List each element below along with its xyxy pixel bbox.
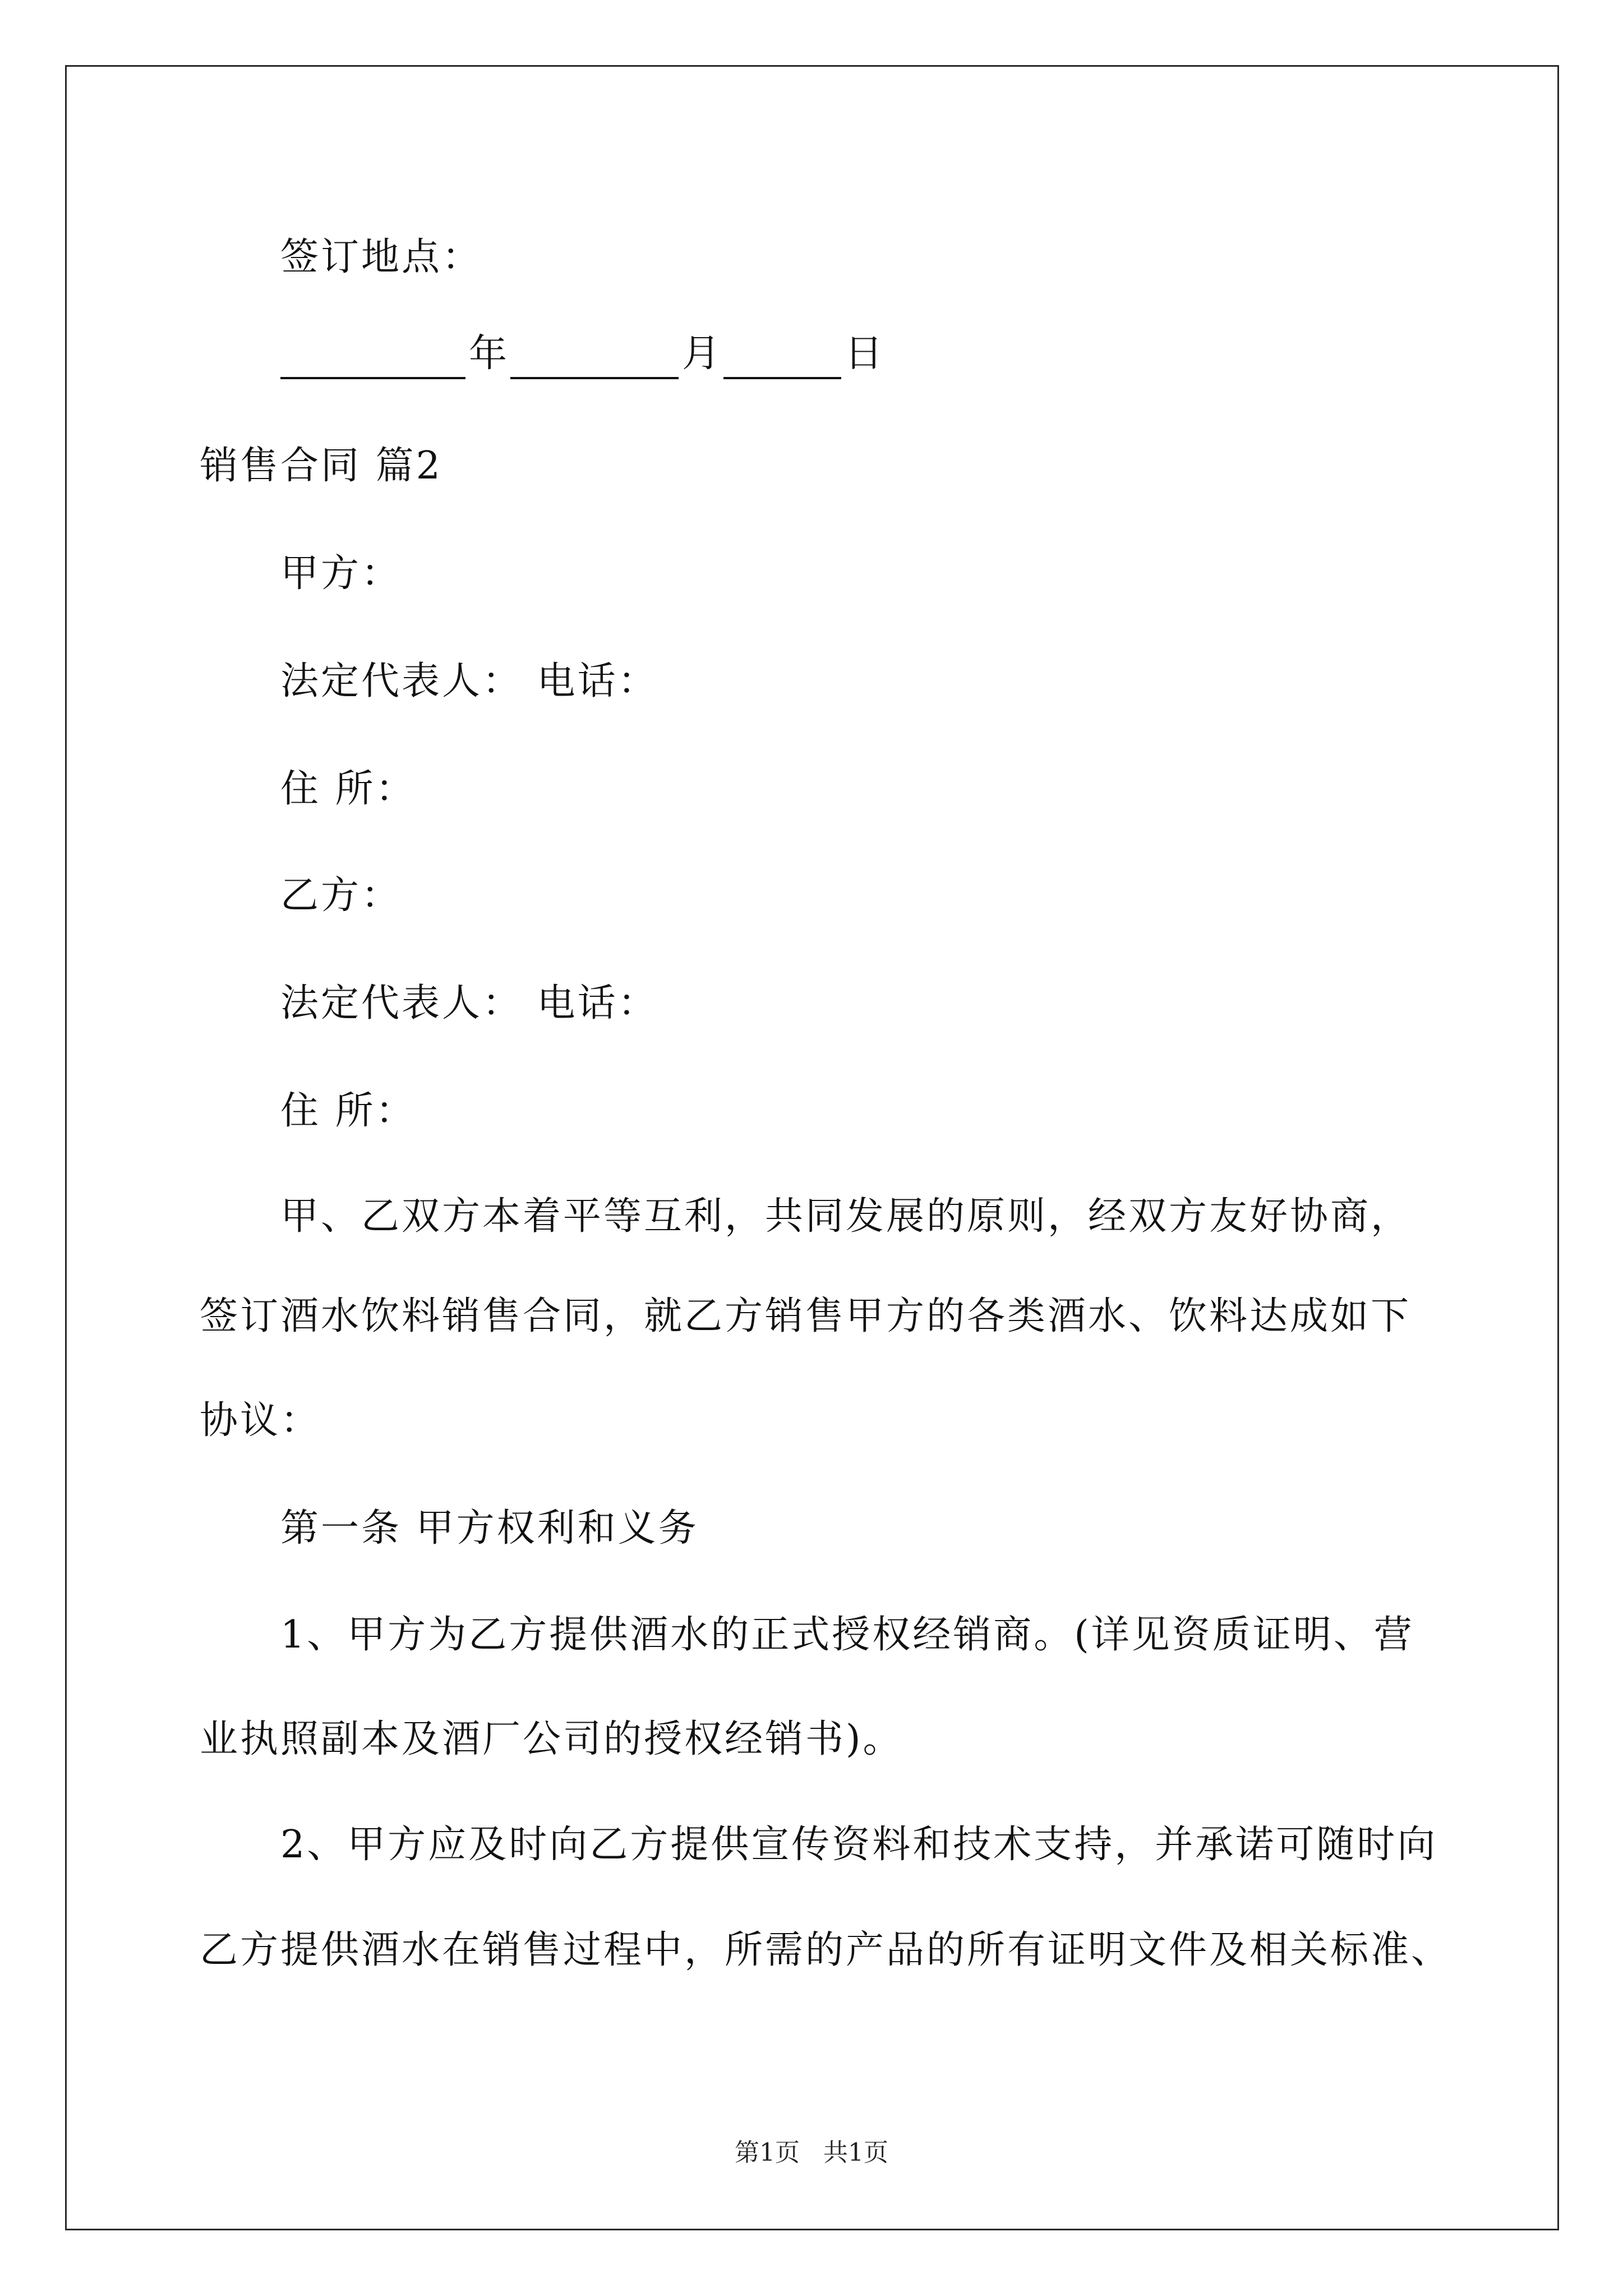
section-title: 销售合同 篇2: [200, 444, 442, 488]
party-b-address: 住 所：: [280, 1089, 416, 1133]
date-line: [280, 329, 883, 379]
paragraph-line: 乙方提供酒水在销售过程中，所需的产品的所有证明文件及相关标准、: [200, 1928, 1452, 1972]
paragraph-line: 甲、乙双方本着平等互利，共同发展的原则，经双方友好协商，: [280, 1194, 1412, 1239]
day-blank: [723, 338, 841, 379]
page-footer: [0, 2136, 1623, 2170]
party-a: 甲方：: [280, 551, 402, 596]
article-heading: 第一条 甲方权利和义务: [280, 1506, 699, 1550]
party-b-representative: 法定代表人： 电话：: [280, 981, 658, 1025]
paragraph-line: 1、甲方为乙方提供酒水的正式授权经销商。(详见资质证明、营: [280, 1613, 1414, 1657]
page-number: 第1页: [735, 2138, 800, 2167]
signing-place: 签订地点：: [280, 235, 483, 279]
year-label: 年: [469, 332, 508, 376]
paragraph-line: 协议：: [200, 1398, 321, 1443]
page-border: [65, 65, 1559, 2230]
paragraph-line: 签订酒水饮料销售合同，就乙方销售甲方的各类酒水、饮料达成如下: [200, 1294, 1412, 1338]
party-a-address: 住 所：: [280, 767, 416, 811]
paragraph-line: 业执照副本及酒厂公司的授权经销书)。: [200, 1717, 903, 1761]
day-label: 日: [845, 332, 883, 376]
page-total: 共1页: [823, 2138, 888, 2167]
party-b: 乙方：: [280, 873, 402, 918]
month-label: 月: [682, 332, 721, 376]
paragraph-line: 2、甲方应及时向乙方提供宣传资料和技术支持，并承诺可随时向: [280, 1823, 1438, 1867]
month-blank: [510, 338, 679, 379]
year-blank: [280, 338, 465, 379]
party-a-representative: 法定代表人： 电话：: [280, 659, 658, 703]
